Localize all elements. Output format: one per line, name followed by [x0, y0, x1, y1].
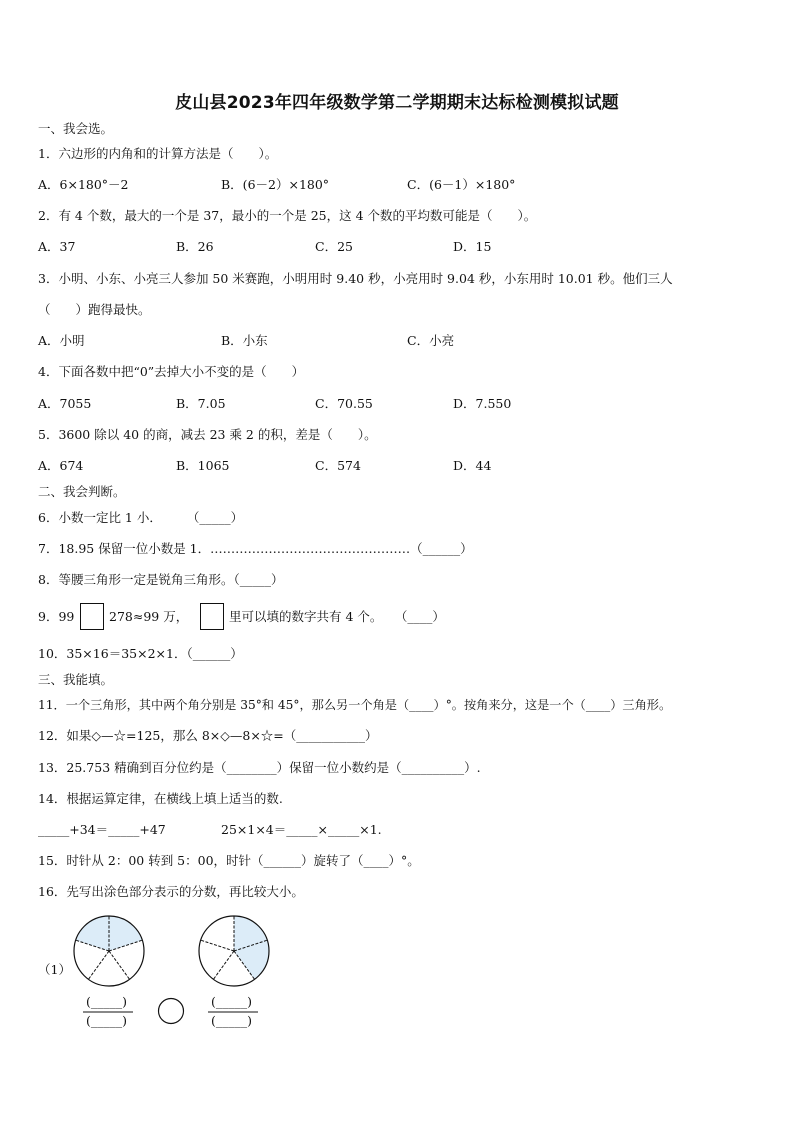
question-9-middle: 278≈99 万， [109, 609, 189, 624]
shaded-sector [109, 916, 142, 951]
fraction-right-denominator[interactable]: (_____) [211, 1013, 253, 1028]
question-10: 10．35×16＝35×2×1．（______） [38, 646, 243, 661]
q5-option-a: A．674 [38, 458, 84, 473]
q2-option-c: C．25 [315, 239, 353, 254]
pie-circle-left [73, 915, 145, 987]
question-3-continued: （ ）跑得最快。 [38, 302, 151, 317]
question-13: 13．25.753 精确到百分位约是（________）保留一位小数约是（__________）. [38, 760, 481, 775]
q1-option-a: A．6×180°－2 [38, 177, 129, 192]
q4-option-b: B．7.05 [176, 396, 226, 411]
q2-option-b: B．26 [176, 239, 214, 254]
question-14-part-a: _____+34＝_____+47 [38, 822, 166, 837]
question-12: 12．如果◇—☆=125，那么 8×◇—8×☆=（___________） [38, 728, 378, 743]
q1-option-b: B．(6－2）×180° [221, 177, 330, 192]
q4-option-d: D．7.550 [453, 396, 512, 411]
question-14: 14．根据运算定律，在横线上填上适当的数. [38, 791, 283, 806]
fraction-right-numerator[interactable]: (_____) [211, 994, 253, 1009]
q5-option-d: D．44 [453, 458, 492, 473]
q5-option-b: B．1065 [176, 458, 230, 473]
page-title: 皮山县2023年四年级数学第二学期期末达标检测模拟试题 [175, 93, 619, 113]
question-7: 7．18.95 保留一位小数是 1．…………………………………………（______） [38, 541, 473, 556]
q1-option-c: C．(6－1）×180° [407, 177, 516, 192]
question-9-start: 9．99 [38, 609, 75, 624]
pie-circle-right [198, 915, 270, 987]
question-5: 5．3600 除以 40 的商，减去 23 乘 2 的积，差是（ ）。 [38, 427, 377, 442]
question-8: 8．等腰三角形一定是锐角三角形。（_____） [38, 572, 284, 587]
q9-blank-box [80, 603, 104, 630]
fraction-left-numerator[interactable]: (_____) [86, 994, 128, 1009]
question-16: 16．先写出涂色部分表示的分数，再比较大小。 [38, 884, 304, 899]
q9-blank-box-2 [200, 603, 224, 630]
section-2-heading: 二、我会判断。 [38, 484, 126, 499]
q5-option-c: C．574 [315, 458, 361, 473]
q3-option-b: B．小东 [221, 333, 268, 348]
question-9-end: 里可以填的数字共有 4 个。 （____） [229, 609, 445, 624]
question-4: 4．下面各数中把“0”去掉大小不变的是（ ） [38, 364, 305, 379]
section-3-heading: 三、我能填。 [38, 672, 114, 687]
q3-option-a: A．小明 [38, 333, 85, 348]
q16-part-label: （1） [38, 962, 71, 977]
question-14-part-b: 25×1×4＝_____×_____×1. [221, 822, 382, 837]
question-3: 3．小明、小东、小亮三人参加 50 米赛跑，小明用时 9.40 秒，小亮用时 9.04 秒，小东用时 10.01 秒。他们三人 [38, 271, 673, 286]
q2-option-a: A．37 [38, 239, 76, 254]
question-11: 11．一个三角形，其中两个角分别是 35°和 45°，那么另一个角是（____）°。按角来分，这是一个（____）三角形。 [38, 698, 672, 712]
q2-option-d: D．15 [453, 239, 492, 254]
q4-option-c: C．70.55 [315, 396, 373, 411]
question-1: 1．六边形的内角和的计算方法是（ ）。 [38, 146, 278, 161]
question-2: 2．有 4 个数，最大的一个是 37，最小的一个是 25，这 4 个数的平均数可能是（ ）。 [38, 208, 537, 223]
section-1-heading: 一、我会选。 [38, 121, 114, 136]
compare-circle[interactable] [157, 997, 185, 1025]
q4-option-a: A．7055 [38, 396, 92, 411]
fraction-left-denominator[interactable]: (_____) [86, 1013, 128, 1028]
question-6: 6．小数一定比 1 小． （_____） [38, 510, 244, 525]
q3-option-c: C．小亮 [407, 333, 455, 348]
question-15: 15．时针从 2：00 转到 5：00，时针（______）旋转了（____）°。 [38, 853, 420, 868]
shaded-sector [76, 916, 109, 951]
